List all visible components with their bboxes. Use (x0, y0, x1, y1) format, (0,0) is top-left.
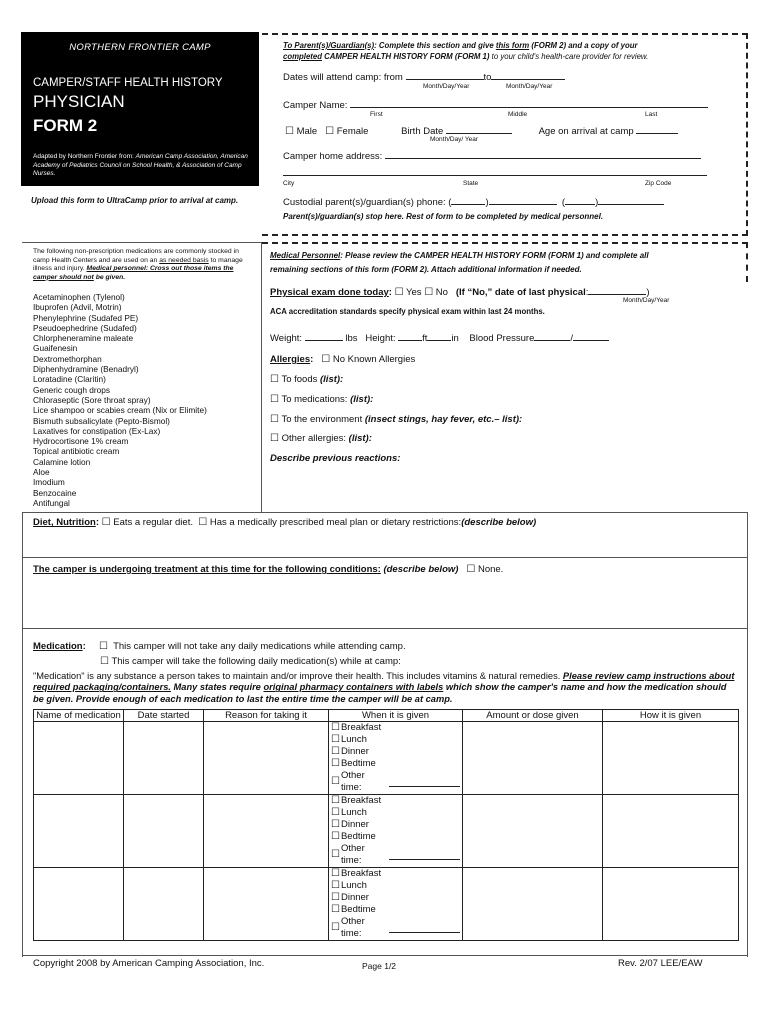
med-how-cell[interactable] (603, 868, 739, 941)
date-to-field[interactable] (491, 70, 565, 80)
foods-checkbox[interactable]: ☐ (270, 374, 279, 385)
col-how-header: How it is given (603, 710, 739, 722)
med-reason-cell[interactable] (204, 795, 329, 868)
other-time-checkbox[interactable]: ☐ (331, 849, 340, 860)
name-last: Last (645, 111, 658, 118)
custodial-row: Custodial parent(s)/guardian(s) phone: ( ) ( ) (283, 195, 664, 208)
medication-row2: ☐ This camper will take the following daily medication(s) while at camp: (100, 656, 401, 667)
footer-page: Page 1/2 (362, 961, 397, 971)
medication-table (33, 709, 739, 941)
upload-note: Upload this form to UltraCamp prior to arrival at camp. (31, 196, 239, 205)
col-reason-header: Reason for taking it (204, 710, 329, 722)
female-checkbox[interactable]: ☐ (325, 126, 335, 137)
table-header-row (34, 710, 739, 722)
allergy-other: ☐ Other allergies: (list): (270, 433, 372, 444)
med-how-cell[interactable] (603, 795, 739, 868)
right-border-diet (747, 512, 748, 957)
table-row[interactable] (34, 795, 739, 868)
treatment-none-checkbox[interactable]: ☐ (466, 564, 476, 575)
list-item[interactable]: Laxatives for constipation (Ex-Lax) (33, 425, 161, 436)
vitals-row: Weight: lbs Height: ft in Blood Pressure / (270, 331, 609, 344)
other-time-checkbox[interactable]: ☐ (331, 776, 340, 787)
list-item[interactable]: Chloraseptic (Sore throat spray) (33, 394, 151, 405)
col-name-header: Name of medication (34, 710, 124, 722)
list-item[interactable]: Dextromethorphan (33, 353, 102, 364)
breakfast-checkbox[interactable]: ☐ (331, 868, 340, 879)
bedtime-checkbox[interactable]: ☐ (331, 831, 340, 842)
height-ft-field[interactable] (398, 331, 422, 341)
camp-name: NORTHERN FRONTIER CAMP (69, 42, 211, 53)
addr-state: State (463, 180, 479, 187)
med-date-cell[interactable] (124, 722, 204, 795)
list-item[interactable]: Hydrocortisone 1% cream (33, 436, 129, 447)
regular-diet-checkbox[interactable]: ☐ (101, 517, 111, 528)
col-date-header: Date started (124, 710, 204, 722)
aca-note: ACA accreditation standards specify physical exam within last 24 months. (270, 307, 545, 316)
bedtime-checkbox[interactable]: ☐ (331, 904, 340, 915)
footer-copyright: Copyright 2008 by American Camping Association, Inc. (33, 958, 265, 969)
list-item[interactable]: Loratadine (Claritin) (33, 374, 106, 385)
med-reason-cell[interactable] (204, 722, 329, 795)
stop-note: Parent(s)/guardian(s) stop here. Rest of form to be completed by medical personnel. (283, 212, 604, 221)
addr-zip: Zip Code (645, 180, 672, 187)
dates-sub1: Month/Day/Year (423, 83, 470, 90)
special-diet-checkbox[interactable]: ☐ (198, 517, 208, 528)
address-row: Camper home address: (283, 149, 701, 162)
list-item[interactable]: Calamine lotion (33, 456, 91, 467)
allergy-foods: ☐ To foods (list): (270, 374, 344, 385)
med-amount-cell[interactable] (463, 868, 603, 941)
allergies-row: Allergies: ☐ No Known Allergies (270, 354, 416, 365)
medications-allergy-checkbox[interactable]: ☐ (270, 394, 279, 405)
otc-list (33, 292, 207, 508)
bedtime-checkbox[interactable]: ☐ (331, 758, 340, 769)
lunch-checkbox[interactable]: ☐ (331, 734, 340, 745)
list-item[interactable]: Lice shampoo or scabies cream (Nix or Elimite) (33, 405, 207, 416)
phone2-number[interactable] (598, 195, 664, 205)
name-first: First (370, 111, 383, 118)
med-how-cell[interactable] (603, 722, 739, 795)
lunch-checkbox[interactable]: ☐ (331, 807, 340, 818)
dinner-checkbox[interactable]: ☐ (331, 819, 340, 830)
address-field[interactable] (385, 149, 701, 159)
header-title-box (21, 32, 259, 186)
divider-medication (22, 628, 748, 629)
birth-date-field[interactable] (446, 124, 512, 134)
list-item[interactable]: Imodium (33, 477, 65, 488)
exam-sub: Month/Day/Year (623, 297, 670, 304)
phone1-number[interactable] (489, 195, 557, 205)
dates-row: Dates will attend camp: from to (283, 70, 565, 83)
reactions-label: Describe previous reactions: (270, 453, 401, 464)
breakfast-checkbox[interactable]: ☐ (331, 722, 340, 733)
age-field[interactable] (636, 124, 678, 134)
address-line-2[interactable] (283, 175, 707, 176)
other-time-checkbox[interactable]: ☐ (331, 922, 340, 933)
list-item[interactable]: Diphenhydramine (Benadryl) (33, 364, 139, 375)
divider-diet (22, 512, 748, 513)
weight-field[interactable] (305, 331, 343, 341)
lunch-checkbox[interactable]: ☐ (331, 880, 340, 891)
other-time-field[interactable] (389, 777, 460, 787)
med-amount-cell[interactable] (463, 722, 603, 795)
dinner-checkbox[interactable]: ☐ (331, 746, 340, 757)
med-when-cell: ☐ Breakfast ☐ Lunch ☐ Dinner ☐ Bedtime ☐ Other time: (329, 722, 463, 795)
physical-exam-row: Physical exam done today: ☐ Yes ☐ No (If “No,” date of last physical: ) (270, 287, 650, 298)
med-name-cell[interactable] (34, 795, 124, 868)
med-name-cell[interactable] (34, 868, 124, 941)
table-row[interactable] (34, 722, 739, 795)
no-meds-checkbox[interactable]: ☐ (99, 641, 108, 652)
breakfast-checkbox[interactable]: ☐ (331, 795, 340, 806)
allergy-meds: ☐ To medications: (list): (270, 394, 374, 405)
phone1-area[interactable] (451, 195, 485, 205)
med-date-cell[interactable] (124, 795, 204, 868)
medication-definition: "Medication" is any substance a person takes to maintain and/or improve their health. This includes vitamins & natural remedies. Please review camp instructions about required packaging/containers. Many states require original pharmacy containers with labels which show the camper's name and how the medication should be given. Provide enough of each medication to last the entire time the camper will be at camp. (33, 671, 735, 704)
other-allergies-checkbox[interactable]: ☐ (270, 433, 279, 444)
date-from-field[interactable] (406, 70, 484, 80)
dates-sub2: Month/Day/Year (506, 83, 553, 90)
medication-row1: Medication: ☐ This camper will not take any daily medications while attending camp. (33, 641, 406, 652)
list-item[interactable]: Antifungal (33, 497, 70, 508)
camper-name-row: Camper Name: (283, 98, 708, 111)
bp-systolic-field[interactable] (534, 331, 570, 341)
med-date-cell[interactable] (124, 868, 204, 941)
list-item[interactable]: Generic cough drops (33, 384, 111, 395)
sex-birth-row: ☐ Male ☐ Female Birth Date Age on arrival at camp (285, 124, 678, 137)
list-item[interactable]: Acetaminophen (Tylenol) (33, 292, 125, 302)
col-amount-header: Amount or dose given (463, 710, 603, 722)
other-time-field[interactable] (389, 923, 460, 933)
form-title-line2: PHYSICIAN (33, 92, 125, 111)
treatment-row: The camper is undergoing treatment at this time for the following conditions: (describe below) ☐ None. (33, 564, 504, 575)
other-time-field[interactable] (389, 850, 460, 860)
name-middle: Middle (508, 111, 528, 118)
med-when-cell: ☐ Breakfast ☐ Lunch ☐ Dinner ☐ Bedtime ☐ Other time: (329, 868, 463, 941)
list-item[interactable]: Benzocaine (33, 487, 77, 498)
height-in-field[interactable] (427, 331, 451, 341)
birth-sub: Month/Day/ Year (430, 136, 479, 143)
med-when-cell: ☐ Breakfast ☐ Lunch ☐ Dinner ☐ Bedtime ☐ Other time: (329, 795, 463, 868)
last-physical-date[interactable] (588, 285, 646, 295)
table-row[interactable] (34, 868, 739, 941)
left-border-lower (22, 512, 23, 957)
med-name-cell[interactable] (34, 722, 124, 795)
exam-yes-checkbox[interactable]: ☐ (394, 287, 404, 298)
footer-top-line (22, 955, 748, 956)
footer-rev: Rev. 2/07 LEE/EAW (618, 958, 703, 969)
no-allergies-checkbox[interactable]: ☐ (321, 354, 331, 365)
phone2-area[interactable] (565, 195, 595, 205)
addr-city: City (283, 180, 295, 187)
med-reason-cell[interactable] (204, 868, 329, 941)
allergy-env: ☐ To the environment (insect stings, hay fever, etc.– list): (270, 414, 523, 425)
list-item[interactable]: Ibuprofen (Advil, Motrin) (33, 302, 122, 313)
medical-intro: Medical Personnel: Please review the CAMPER HEALTH HISTORY FORM (FORM 1) and complete all remaining sections of this form (FORM 2). Attach additional information if needed. (270, 251, 649, 274)
parent-intro: To Parent(s)/Guardian(s): Complete this section and give this form (FORM 2) and a copy of your completed CAMPER HEALTH HISTORY FORM (FORM 1) to your child's health-care provider for review. (283, 41, 649, 61)
takes-meds-checkbox[interactable]: ☐ (100, 656, 109, 667)
list-item[interactable]: Aloe (33, 467, 50, 478)
environment-checkbox[interactable]: ☐ (270, 414, 279, 425)
list-item[interactable]: Phenylephrine (Sudafed PE) (33, 312, 139, 323)
diet-row: Diet, Nutrition: ☐ Eats a regular diet. ☐ Has a medically prescribed meal plan or dietary restrictions:(describe below) (33, 517, 537, 528)
form-title-line1: CAMPER/STAFF HEALTH HISTORY (33, 77, 223, 89)
list-item[interactable]: Topical antibiotic cream (33, 446, 120, 457)
camper-name-field[interactable] (350, 98, 708, 108)
med-amount-cell[interactable] (463, 795, 603, 868)
adapted-note: Adapted by Northern Frontier from: American Camp Association, American Academy of Pediatrics Council on School Health, & Association of Camp Nurses. (33, 153, 248, 177)
male-checkbox[interactable]: ☐ (285, 126, 294, 137)
list-item[interactable]: Guaifenesin (33, 343, 78, 354)
bp-diastolic-field[interactable] (573, 331, 609, 341)
dinner-checkbox[interactable]: ☐ (331, 892, 340, 903)
divider-treatment (22, 557, 748, 558)
list-item[interactable]: Bismuth subsalicylate (Pepto-Bismol) (33, 415, 170, 426)
col-when-header: When it is given (329, 710, 463, 722)
list-item[interactable]: Pseudoephedrine (Sudafed) (33, 322, 137, 333)
exam-no-checkbox[interactable]: ☐ (424, 287, 434, 298)
otc-intro: The following non-prescription medications are commonly stocked in camp Health Centers and are used on an as needed basis to manage illness and injury. Medical personnel: Cross out those items the camper should not be given. (33, 248, 243, 281)
list-item[interactable]: Chlorpheneramine maleate (33, 333, 134, 344)
form-title-line3: FORM 2 (33, 116, 98, 135)
